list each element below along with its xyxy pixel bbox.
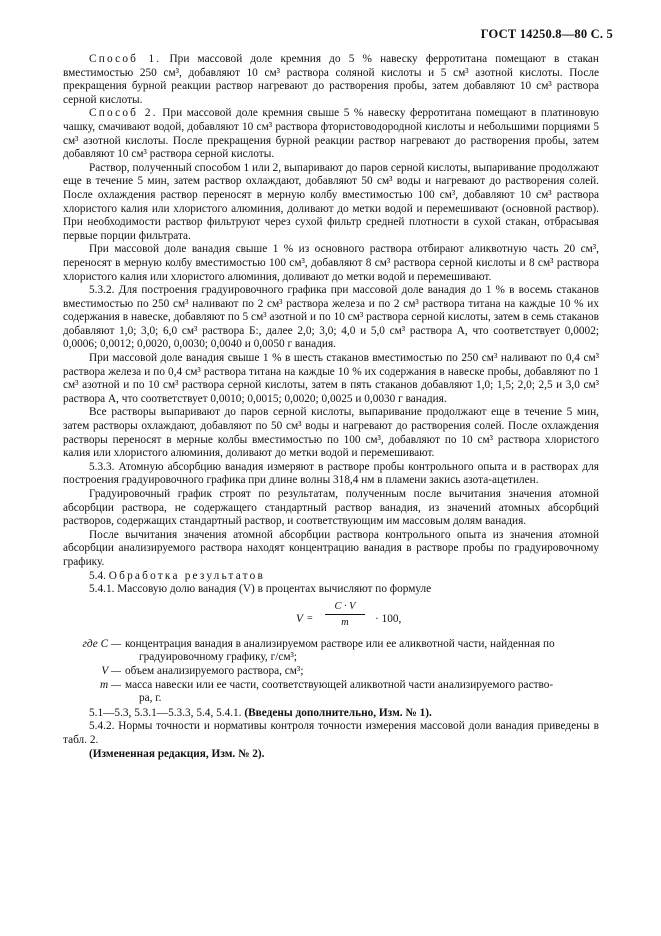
section-5-4-heading (63, 570, 599, 584)
amendment-clauses: 5.1—5.3, 5.3.1—5.3.3, 5.4, 5.4.1. (89, 706, 242, 719)
paragraph-5-3-3: 5.3.3. Атомную абсорбцию ванадия измеряют в растворе пробы контрольного опыта и в растворах для построения градуировочного графика при длине волны 318,4 нм в пламени закись азота-ацетилен. (63, 460, 599, 487)
formula-numerator: C · V (334, 600, 356, 612)
section-number: 5.4. (89, 569, 106, 582)
definition-line: концентрация ванадия в анализируемом растворе или ее аликвотной части, найденная по (125, 637, 555, 650)
paragraph-subtraction: После вычитания значения атомной абсорбции раствора контрольного опыта из значения атомной абсорбции анализируемого раствора находят концентрацию ванадия в растворе пробы по градуировочному графику. (63, 528, 599, 568)
definition-line: ра, г. (139, 692, 162, 705)
formula-lhs: V (296, 612, 303, 625)
definition-text (125, 665, 599, 679)
paragraph-above-1-percent: При массовой доле ванадия свыше 1 % в шесть стаканов вместимостью по 250 см³ наливают по 0,4 см³ раствора железа и по 0,4 см³ раствора титана на каждые 10 % их содержания в навеске пробы, добавляют по 1 см³ азотной и по 10 см³ раствора серной кислоты, затем в пять стаканов добавляют 1,0; 1,5; 2,0; 2,5 и 3,0 см³ раствора А, что соответствует 0,0010; 0,0015; 0,0020; 0,0025 и 0,0030 г ванадия. (63, 352, 599, 405)
amendment-note-2: (Измененная редакция, Изм. № 2). (89, 747, 265, 760)
definition-symbol: m — (99, 678, 121, 691)
method-2-label: Способ 2. (89, 107, 158, 120)
formula-definitions (63, 638, 599, 706)
definition-text (125, 679, 599, 706)
definition-row (63, 638, 599, 665)
formula-tail: · 100, (375, 612, 402, 625)
definition-row (63, 679, 599, 706)
paragraph-method-1 (63, 53, 599, 107)
paragraph-5-4-2: 5.4.2. Нормы точности и нормативы контроля точности измерения массовой доли ванадия приведены в табл. 2. (63, 720, 599, 746)
formula-denominator: m (341, 617, 349, 629)
definition-line: градуировочному графику, г/см³; (139, 651, 298, 664)
document-body (63, 53, 599, 761)
page-header: ГОСТ 14250.8—80 С. 5 (480, 27, 613, 41)
definition-text (125, 638, 599, 665)
definition-symbol: где C — (82, 637, 121, 650)
method-1-text: При массовой доле кремния до 5 % навеску ферротитана помещают в стакан вместимостью 250 см³, добавляют 10 см³ раствора соляной кислоты и 5 см³ азотной кислоты. После прекращения бурной реакции раствор нагревают до растворения пробы, затем добавляют 10 см³ раствора серной кислоты. (63, 53, 599, 106)
fraction-bar (325, 614, 365, 615)
paragraph-calibration-graph: Градуировочный график строят по результатам, полученным после вычитания значения атомной абсорбции раствора, не содержащего стандартный раствор ванадия, из значений атомных абсорбций растворов, содержащих стандартный раствор, и соответствующим им массовым долям ванадия. (63, 488, 599, 528)
definition-row (63, 665, 599, 679)
amendment-note-1 (63, 707, 599, 721)
method-1-label: Способ 1. (89, 53, 162, 65)
method-2-text: При массовой доле кремния свыше 5 % навеску ферротитана помещают в платиновую чашку, смачивают водой, добавляют 10 см³ раствора фтористоводородной кислоты и небольшими порциями 5 см³ азотной кислоты. После прекращения бурной реакции раствор нагревают до растворения пробы, затем добавляют 10 см³ раствора серной кислоты. (63, 107, 599, 161)
paragraph-aliquot: При массовой доле ванадия свыше 1 % из основного раствора отбирают аликвотную часть 20 см³, переносят в мерную колбу вместимостью 100 см³, добавляют 8 см³ раствора серной кислоты и 8 см³ раствора хлористого калия или хлористого алюминия, доливают до метки водой и перемешивают. (63, 243, 599, 283)
amendment-1-label: (Введены дополнительно, Изм. № 1). (244, 706, 432, 719)
paragraph-method-2 (63, 107, 599, 161)
definition-symbol: V — (101, 664, 121, 677)
vanadium-formula (63, 598, 599, 636)
formula-equals: = (307, 612, 313, 624)
section-title: Обработка результатов (108, 569, 265, 582)
paragraph-5-4-1: 5.4.1. Массовую долю ванадия (V) в процентах вычисляют по формуле (89, 583, 432, 596)
formula-fraction (325, 600, 365, 630)
paragraph-evaporation: Все растворы выпаривают до паров серной кислоты, выпаривание продолжают еще в течение 5 мин, затем растворы охлаждают, добавляют по 50 см³ воды и нагревают до растворения солей. После охлаждения растворы переносят в мерные колбы вместимостью по 100 см³, добавляют по 10 см³ раствора хлористого калия или хлористого алюминия, доливают до метки водой и перемешивают. (63, 406, 599, 460)
definition-line: масса навески или ее части, соответствующей аликвотной части анализируемого раство- (125, 678, 554, 691)
paragraph-5-3-2: 5.3.2. Для построения градуировочного графика при массовой доле ванадия до 1 % в восемь стаканов вместимостью по 250 см³ наливают по 2 см³ раствора железа и по 2 см³ раствора титана на каждые 10 % их содержания в навеске, добавляют по 5 см³ азотной и по 10 см³ раствора серной кислоты, затем в семь стаканов добавляют 1,0; 3,0; 6,0 см³ раствора Б:, далее 2,0; 3,0; 4,0 и 5,0 см³ раствора А, что соответствует 0,0002; 0,0006; 0,0012; 0,0020, 0,0030; 0,0040 и 0,0050 г ванадия. (63, 284, 599, 351)
definition-line: объем анализируемого раствора, см³; (125, 664, 304, 677)
paragraph-base-solution: Раствор, полученный способом 1 или 2, выпаривают до паров серной кислоты, выпаривание продолжают еще в течение 5 мин, затем раствор охлаждают, добавляют 50 см³ воды и нагревают до растворения солей. После охлаждения раствор переносят в мерную колбу вместимостью 100 см³, добавляют 10 см³ раствора хлористого калия или хлористого алюминия, доливают до метки водой и перемешивают (основной раствор). При необходимости раствор фильтруют через сухой фильтр средней плотности в сухой стакан, отбрасывая первые порции фильтрата. (63, 161, 599, 242)
